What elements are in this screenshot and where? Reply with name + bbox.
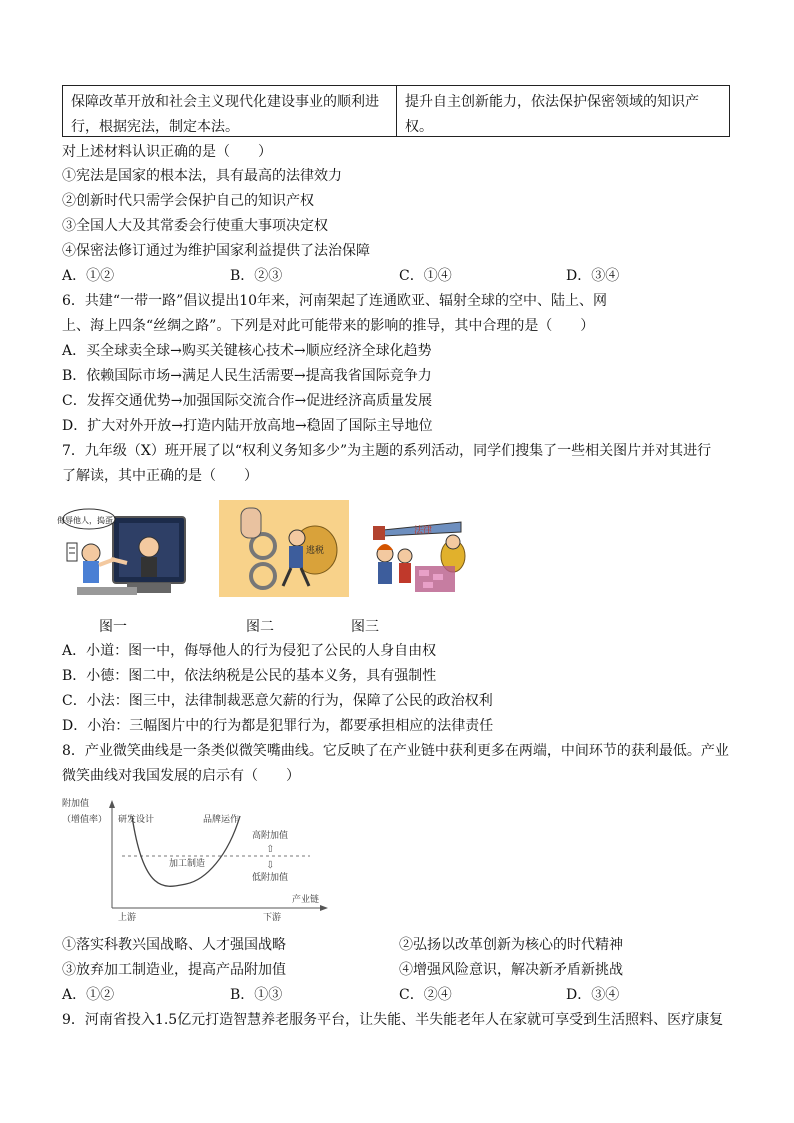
cartoon-image-1 xyxy=(57,503,189,599)
cartoon-image-3 xyxy=(369,508,479,600)
x-tick-upstream: 上游 xyxy=(118,913,137,923)
q9-stem-line1: 9．河南省投入1.5亿元打造智慧养老服务平台，让失能、半失能老年人在家就可享受到生活照料、医疗康复 xyxy=(62,1012,724,1028)
annotation-high-value: 高附加值 xyxy=(252,831,289,841)
x-axis-label: 产业链 xyxy=(292,895,320,905)
q5-item-2: ②创新时代只需学会保护自己的知识产权 xyxy=(62,193,314,209)
annotation-processing: 加工制造 xyxy=(169,859,206,869)
q7-option-d[interactable]: D．小治：三幅图片中的行为都是犯罪行为，都要承担相应的法律责任 xyxy=(62,718,494,734)
up-arrow-icon: ⇧ xyxy=(266,844,275,855)
y-label-line2: （增值率） xyxy=(62,815,108,825)
q7-option-a[interactable]: A．小道：图一中，侮辱他人的行为侵犯了公民的人身自由权 xyxy=(62,643,437,659)
table-cell-right: 提升自主创新能力，依法保护保密领域的知识产权。 xyxy=(405,94,699,135)
smile-curve-chart xyxy=(60,794,330,924)
smile-curve-series xyxy=(132,816,240,886)
q5-option-b[interactable]: B．②③ xyxy=(230,268,283,284)
table-cell-left: 保障改革开放和社会主义现代化建设事业的顺利进行，根据宪法，制定本法。 xyxy=(63,86,397,136)
q7-option-c[interactable]: C．小法：图三中，法律制裁恶意欠薪的行为，保障了公民的政治权利 xyxy=(62,693,493,709)
caption-figure-1: 图一 xyxy=(99,619,127,635)
cartoon-image-2 xyxy=(219,500,349,597)
q8-stem-line2: 微笑曲线对我国发展的启示有（ ） xyxy=(62,768,300,784)
q5-options xyxy=(62,266,742,286)
q6-option-d[interactable]: D．扩大对外开放→打造内陆开放高地→稳固了国际主导地位 xyxy=(62,418,433,434)
q7-stem-line2: 了解读，其中正确的是（ ） xyxy=(62,468,258,484)
bubble-text: 侮辱他人，捣蛋！ xyxy=(57,516,121,525)
q5-item-3: ③全国人大及其常委会行使重大事项决定权 xyxy=(62,218,328,234)
down-arrow-icon: ⇩ xyxy=(266,860,275,871)
q6-option-a[interactable]: A．买全球卖全球→购买关键核心技术→顺应经济全球化趋势 xyxy=(62,343,432,359)
q8-item-1: ①落实科教兴国战略、人才强国战略 xyxy=(62,937,286,953)
annotation-rd: 研发设计 xyxy=(118,815,155,825)
q5-option-a[interactable]: A．①② xyxy=(62,268,115,284)
q7-stem-line1: 7．九年级（X）班开展了以“权利义务知多少”为主题的系列活动，同学们搜集了一些相关图片并对其进行 xyxy=(62,443,712,459)
annotation-brand: 品牌运作 xyxy=(203,815,240,825)
q6-stem-line2: 上、海上四条“丝绸之路”。下列是对此可能带来的影响的推导，其中合理的是（ ） xyxy=(62,318,595,334)
caption-figure-2: 图二 xyxy=(246,619,274,635)
tax-evasion-illustration xyxy=(219,500,349,597)
q8-option-d[interactable]: D．③④ xyxy=(566,987,620,1003)
q8-item-4: ④增强风险意识，解决新矛盾新挑战 xyxy=(399,962,623,978)
q5-option-d[interactable]: D．③④ xyxy=(566,268,620,284)
q8-option-c[interactable]: C．②④ xyxy=(399,987,452,1003)
q6-stem-line1: 6．共建“一带一路”倡议提出10年来，河南架起了连通欧亚、辐射全球的空中、陆上、网 xyxy=(62,293,608,309)
q8-option-a[interactable]: A．①② xyxy=(62,987,115,1003)
x-axis-arrow xyxy=(320,905,328,911)
q5-item-4: ④保密法修订通过为维护国家利益提供了法治保障 xyxy=(62,243,370,259)
q8-options xyxy=(62,985,742,1005)
q6-option-b[interactable]: B．依赖国际市场→满足人民生活需要→提高我省国际竞争力 xyxy=(62,368,432,384)
q8-stem-line1: 8．产业微笑曲线是一条类似微笑嘴曲线。它反映了在产业链中获利更多在两端，中间环节的获利最低。产业 xyxy=(62,743,729,759)
bag-text: 逃税 xyxy=(305,546,325,556)
q8-item-2: ②弘扬以改革创新为核心的时代精神 xyxy=(399,937,623,953)
annotation-low-value: 低附加值 xyxy=(252,873,289,883)
q5-option-c[interactable]: C．①④ xyxy=(399,268,452,284)
x-tick-downstream: 下游 xyxy=(263,913,282,923)
q7-option-b[interactable]: B．小德：图二中，依法纳税是公民的基本义务，具有强制性 xyxy=(62,668,437,684)
y-label-line1: 附加值 xyxy=(62,799,90,809)
law-table xyxy=(62,85,730,137)
q5-stem: 对上述材料认识正确的是（ ） xyxy=(62,144,272,160)
law-sword-illustration xyxy=(369,508,479,600)
q5-item-1: ①宪法是国家的根本法，具有最高的法律效力 xyxy=(62,168,342,184)
q8-item-3: ③放弃加工制造业，提高产品附加值 xyxy=(62,962,286,978)
q8-option-b[interactable]: B．①③ xyxy=(230,987,283,1003)
y-axis-arrow xyxy=(109,800,115,808)
insult-cartoon-illustration xyxy=(57,503,189,599)
sword-text: 法律 xyxy=(413,526,433,536)
caption-figure-3: 图三 xyxy=(351,619,379,635)
q6-option-c[interactable]: C．发挥交通优势→加强国际交流合作→促进经济高质量发展 xyxy=(62,393,433,409)
